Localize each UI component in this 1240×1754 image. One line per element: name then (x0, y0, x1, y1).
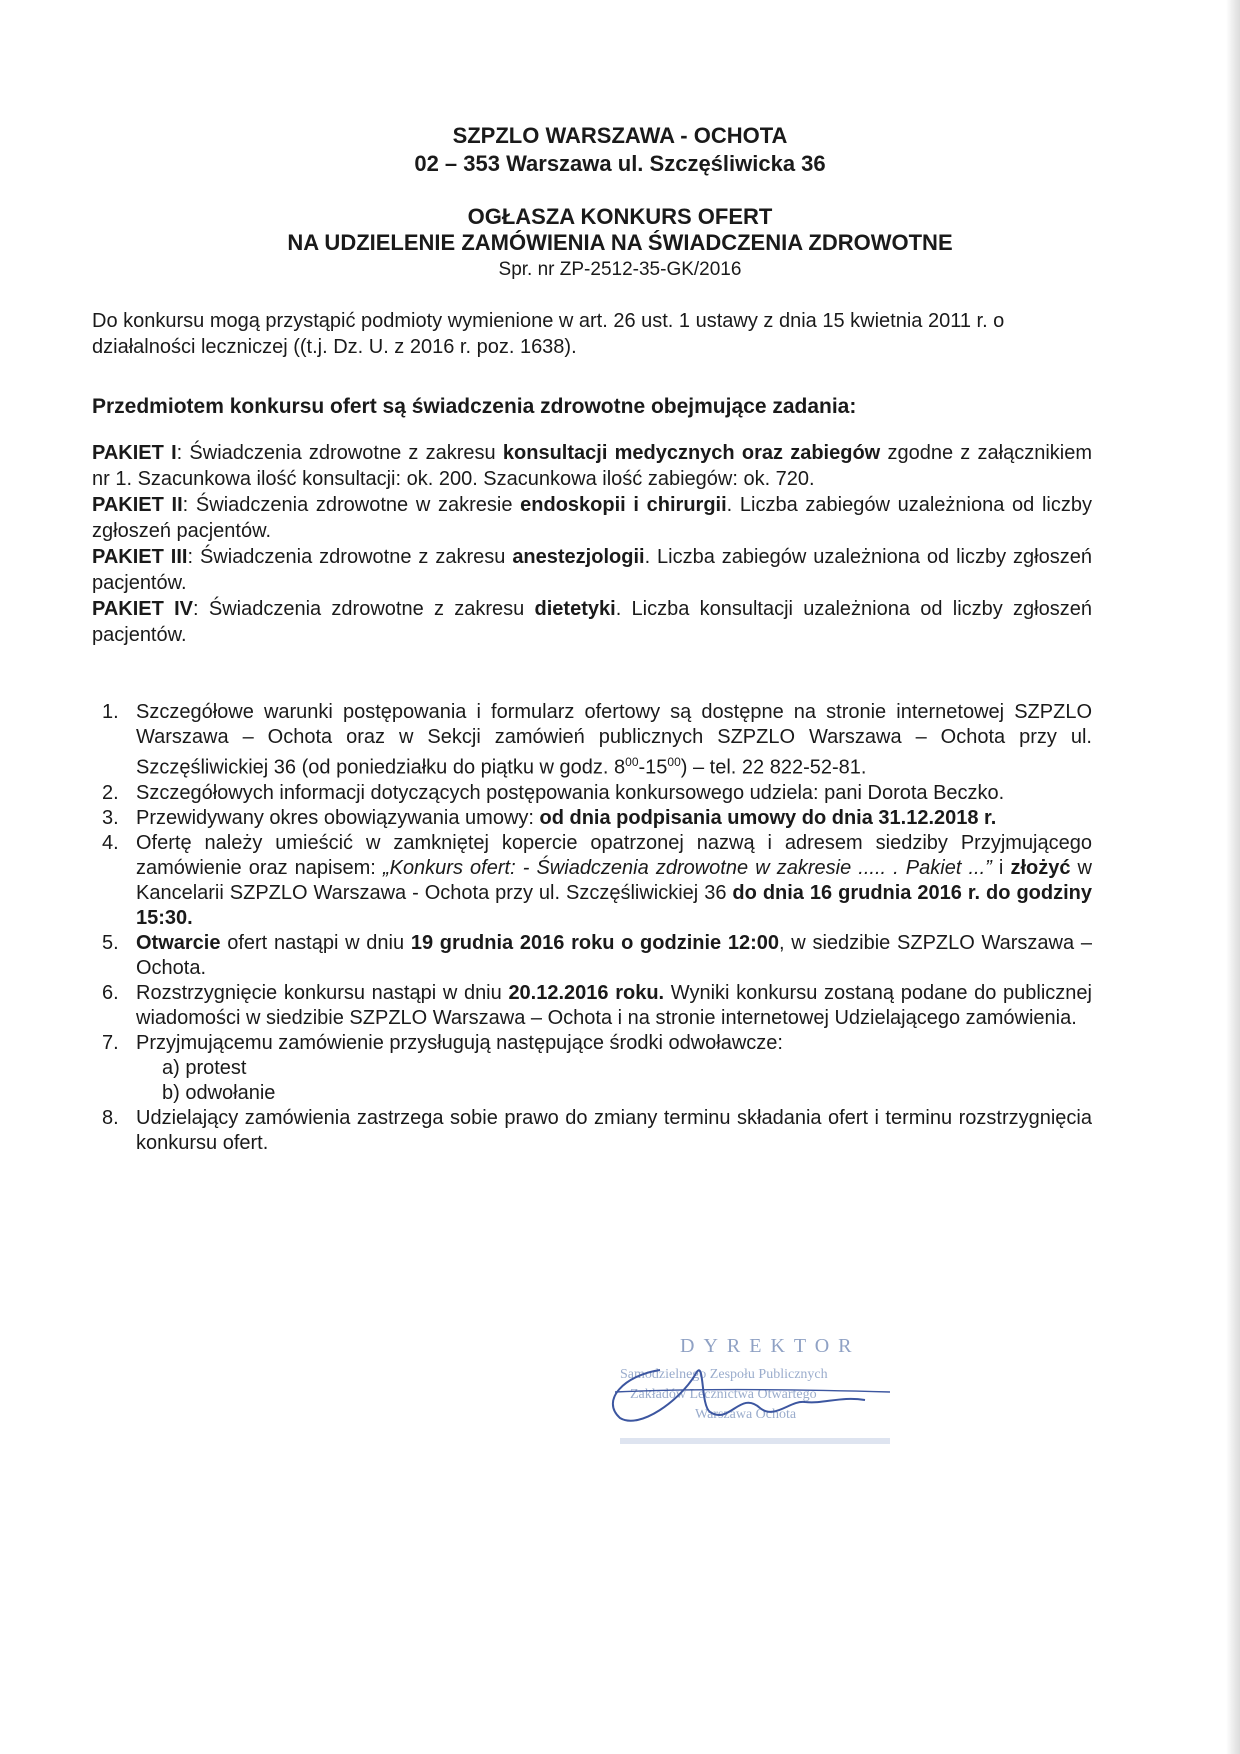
package-label: PAKIET I (92, 442, 177, 464)
list-item (92, 806, 1092, 831)
package-label: PAKIET II (92, 494, 183, 516)
stamp-line: Zakładów Lecznictwa Otwartego (630, 1387, 817, 1402)
package-label: PAKIET III (92, 546, 188, 568)
org-name: SZPZLO WARSZAWA - OCHOTA (452, 123, 788, 148)
item-text: Wyniki konkursu zostaną podane do publicznej wiadomości w siedzibie SZPZLO Warszawa – Ochota i na stronie internetowej Udzielającego zamówienia. (136, 981, 1092, 1029)
item-text: Rozstrzygnięcie konkursu nastąpi w dniu (136, 981, 509, 1004)
package-text: : Świadczenia zdrowotne z zakresu (193, 598, 535, 620)
subject-heading: Przedmiotem konkursu ofert są świadczenia zdrowotne obejmujące zadania: (92, 395, 857, 418)
stamp-line: Samodzielnego Zespołu Publicznych (620, 1367, 828, 1382)
list-item (92, 931, 1092, 981)
item-text: , w siedzibie SZPZLO Warszawa – Ochota. (136, 931, 1092, 979)
stamp-line: Warszawa Ochota (695, 1407, 797, 1422)
item-number: 2. (102, 781, 119, 804)
announcement-title: OGŁASZA KONKURS OFERT (467, 204, 773, 229)
package-label: PAKIET IV (92, 598, 194, 620)
package-2 (92, 492, 1092, 544)
case-number: Spr. nr ZP-2512-35-GK/2016 (498, 259, 742, 280)
package-text: . Liczba zabiegów uzależniona od liczby zgłoszeń pacjentów. (92, 494, 1092, 542)
conditions-list (92, 700, 1092, 1156)
item-text: Przewidywany okres obowiązywania umowy: (136, 806, 540, 829)
intro-paragraph: Do konkursu mogą przystąpić podmioty wymienione w art. 26 ust. 1 ustawy z dnia 15 kwietnia 2011 r. o działalności leczniczej ((t.j. Dz. U. z 2016 r. poz. 1638). (92, 310, 1005, 358)
package-1 (92, 440, 1092, 492)
sub-item: b) odwołanie (162, 1081, 276, 1104)
item-emphasis: 19 grudnia 2016 roku o godzinie 12:00 (410, 931, 780, 954)
item-number: 7. (102, 1031, 119, 1054)
item-number: 3. (102, 806, 119, 829)
item-text: Szczegółowych informacji dotyczących postępowania konkursowego udziela: pani Dorota Beczko. (136, 781, 1005, 804)
item-emphasis: do dnia 16 grudnia 2016 r. do godziny 15:30. (136, 881, 1092, 929)
director-stamp (600, 1330, 930, 1460)
item-text: Przyjmującemu zamówienie przysługują następujące środki odwoławcze: (136, 1031, 783, 1054)
list-item (92, 781, 1092, 806)
list-item (92, 1106, 1092, 1156)
item-text: Udzielający zamówienia zastrzega sobie prawo do zmiany terminu składania ofert i terminu rozstrzygnięcia konkursu ofert. (136, 1106, 1092, 1154)
item-emphasis: złożyć (1010, 856, 1071, 879)
item-text: -15 (638, 756, 668, 779)
package-scope: dietetyki (534, 598, 616, 620)
list-item (92, 831, 1092, 931)
package-scope: konsultacji medycznych oraz zabiegów (502, 442, 881, 464)
item-text: w Kancelarii SZPZLO Warszawa - Ochota przy ul. Szczęśliwickiej 36 (136, 856, 1092, 904)
item-superscript: 00 (625, 755, 639, 769)
item-text: ofert nastąpi w dniu (220, 931, 411, 954)
package-text: : Świadczenia zdrowotne z zakresu (176, 442, 503, 464)
item-superscript: 00 (667, 755, 681, 769)
stamp-title: DYREKTOR (680, 1335, 861, 1357)
item-number: 6. (102, 981, 119, 1004)
item-number: 5. (102, 931, 119, 954)
item-text: Szczegółowe warunki postępowania i formularz ofertowy są dostępne na stronie internetowej SZPZLO Warszawa – Ochota oraz w Sekcji zamówień publicznych SZPZLO Warszawa – Ochota przy ul. Szczęśliwickiej 36 (od poniedziałku do piątku w godz. 8 (136, 701, 1092, 779)
package-scope: endoskopii i chirurgii (520, 494, 727, 516)
announcement-subject: NA UDZIELENIE ZAMÓWIENIA NA ŚWIADCZENIA ZDROWOTNE (287, 230, 953, 255)
list-item (92, 981, 1092, 1031)
package-text: : Świadczenia zdrowotne w zakresie (182, 494, 521, 516)
item-italic: „Konkurs ofert: - Świadczenia zdrowotne w zakresie ..... . Pakiet ...” (382, 856, 992, 879)
item-number: 1. (102, 701, 119, 723)
package-scope: anestezjologii (512, 546, 645, 568)
item-emphasis: Otwarcie (136, 931, 221, 954)
item-emphasis: 20.12.2016 roku. (508, 981, 665, 1004)
packages-list (92, 440, 1092, 648)
package-3 (92, 544, 1092, 596)
item-text: ) – tel. 22 822-52-81. (680, 756, 867, 779)
package-text: . Liczba konsultacji uzależniona od liczby zgłoszeń pacjentów. (92, 598, 1092, 646)
stamp-name-line (620, 1438, 890, 1444)
item-text: Ofertę należy umieścić w zamkniętej kopercie opatrzonej nazwą i adresem siedziby Przyjmującego zamówienie oraz napisem: (136, 831, 1092, 879)
item-emphasis: od dnia podpisania umowy do dnia 31.12.2018 r. (539, 806, 997, 829)
package-text: : Świadczenia zdrowotne z zakresu (187, 546, 513, 568)
list-item (92, 1031, 1092, 1056)
package-text: zgodne z załącznikiem nr 1. Szacunkowa ilość konsultacji: ok. 200. Szacunkowa ilość zabiegów: ok. 720. (92, 442, 1092, 490)
org-address: 02 – 353 Warszawa ul. Szczęśliwicka 36 (414, 151, 826, 176)
list-item (92, 700, 1092, 781)
package-4 (92, 596, 1092, 648)
sub-item: a) protest (162, 1056, 247, 1079)
item-number: 4. (102, 831, 119, 854)
package-text: . Liczba zabiegów uzależniona od liczby zgłoszeń pacjentów. (92, 546, 1092, 594)
item-number: 8. (102, 1106, 119, 1129)
item-text: i (991, 856, 1011, 879)
